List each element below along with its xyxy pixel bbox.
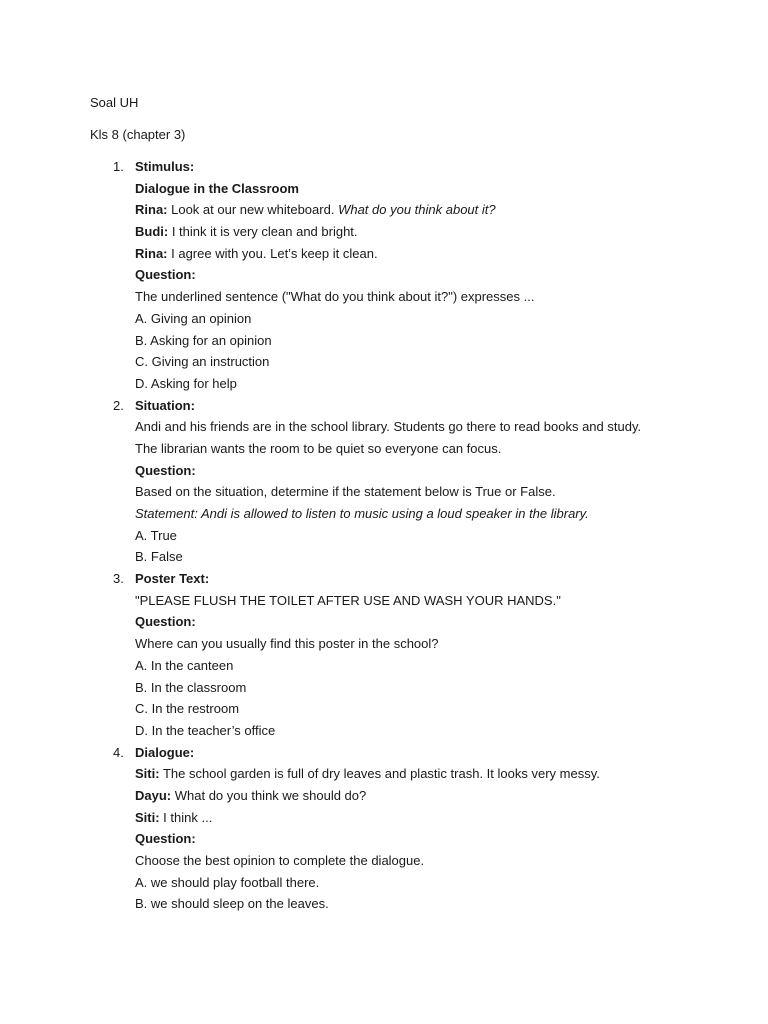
dialogue-text: The school garden is full of dry leaves and plastic trash. It looks very messy. (159, 766, 600, 782)
question-text: The underlined sentence ("What do you think about it?") expresses ... (135, 289, 535, 305)
document-title: Soal UH (90, 95, 139, 110)
answer-option: C. In the restroom (135, 701, 240, 717)
question-text: Choose the best opinion to complete the dialogue. (135, 853, 425, 868)
document-subtitle: Kls 8 (chapter 3) (90, 127, 186, 142)
question-number: 4. (113, 744, 124, 760)
question-1 (0, 156, 768, 395)
speaker-name: Siti: (135, 766, 160, 782)
answer-option: A. we should play football there. (135, 874, 320, 890)
answer-option: A. In the canteen (135, 657, 234, 673)
answer-option: C. Giving an instruction (135, 354, 270, 370)
answer-option: B. False (135, 549, 183, 565)
question-label: Question: (135, 267, 196, 283)
question-label: Question: (135, 462, 196, 478)
target-expression: What do you think about it? (338, 202, 496, 218)
dialogue-line (135, 807, 768, 829)
speaker-name: Rina: (135, 202, 168, 218)
question-number: 3. (113, 571, 124, 587)
speaker-name: Rina: (135, 245, 168, 261)
speaker-name: Siti: (135, 809, 160, 825)
answer-option: A. Giving an opinion (135, 310, 252, 326)
answer-option: A. True (135, 527, 177, 543)
question-2 (0, 395, 768, 569)
dialogue-text: What do you think we should do? (171, 787, 367, 803)
dialogue-text: Look at our new whiteboard. (167, 202, 339, 218)
question-list (0, 156, 768, 915)
dialogue-title: Dialogue in the Classroom (135, 180, 299, 196)
question-number: 2. (113, 397, 124, 413)
question-text: Based on the situation, determine if the statement below is True or False. (135, 484, 556, 500)
question-number: 1. (113, 159, 124, 174)
question-label: Question: (135, 614, 196, 630)
dialogue-text: I think it is very clean and bright. (168, 224, 358, 240)
answer-option: B. we should sleep on the leaves. (135, 896, 329, 912)
answer-option: B. Asking for an opinion (135, 332, 272, 348)
situation-label: Situation: (135, 397, 195, 413)
poster-label: Poster Text: (135, 571, 210, 587)
speaker-name: Dayu: (135, 787, 172, 803)
poster-text: "PLEASE FLUSH THE TOILET AFTER USE AND WASH YOUR HANDS." (135, 592, 561, 608)
answer-option: D. Asking for help (135, 375, 237, 391)
stimulus-label: Stimulus: (135, 159, 195, 174)
statement-text: Statement: Andi is allowed to listen to music using a loud speaker in the library. (135, 506, 589, 521)
dialogue-line (135, 785, 768, 807)
dialogue-line (135, 221, 768, 243)
dialogue-text: I think ... (159, 809, 213, 825)
dialogue-text: I agree with you. Let’s keep it clean. (167, 245, 378, 261)
answer-option: D. In the teacher’s office (135, 722, 276, 738)
dialogue-label: Dialogue: (135, 744, 195, 760)
situation-text: The librarian wants the room to be quiet so everyone can focus. (135, 440, 502, 456)
answer-option: B. In the classroom (135, 679, 247, 695)
question-label: Question: (135, 831, 196, 847)
question-text: Where can you usually find this poster in the school? (135, 636, 439, 652)
dialogue-line (135, 243, 768, 265)
question-4 (0, 742, 768, 916)
dialogue-line (135, 199, 768, 221)
dialogue-line (135, 763, 768, 785)
question-3 (0, 568, 768, 742)
situation-text: Andi and his friends are in the school library. Students go there to read books and study. (135, 419, 642, 435)
speaker-name: Budi: (135, 224, 169, 240)
